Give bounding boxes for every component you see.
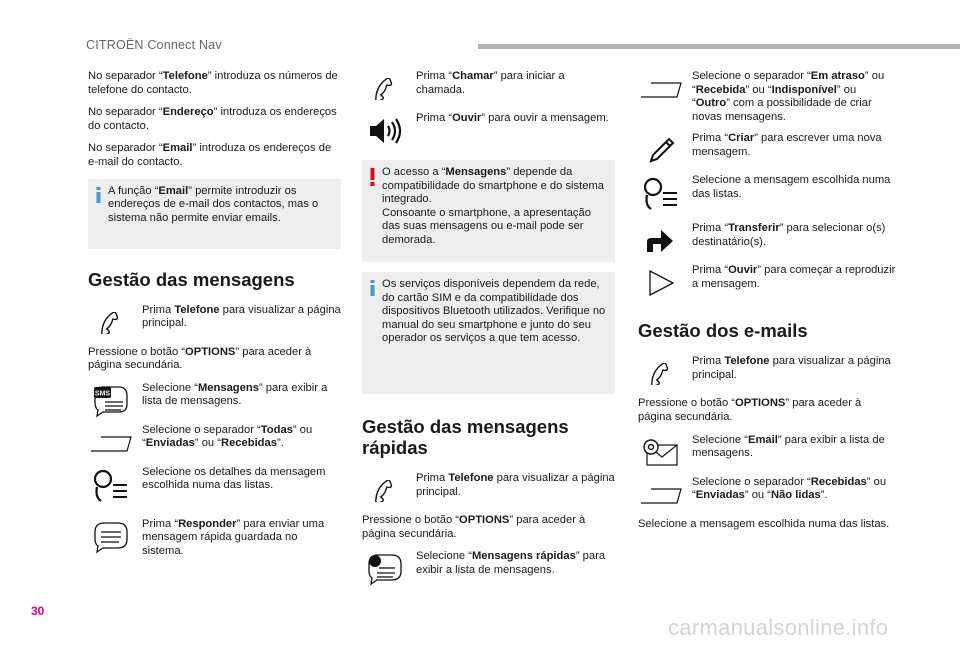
step-phone: Prima Telefone para visualizar a página principal. [362, 472, 615, 506]
watermark: carmanualsonline.info [668, 615, 889, 640]
step-quick-messages: Selecione “Mensagens rápidas” para exibir a lista de mensagens. [362, 550, 615, 584]
step-details: Selecione os detalhes da mensagem escolhida numa das listas. [88, 466, 341, 510]
step-voicemail-tabs: Selecione o separador “Em atraso” ou “Recebida” ou “Indisponível” ou “Outro” com a possibilidade de criar novas mensagens. [638, 70, 896, 124]
step-play: Prima “Ouvir” para começar a reproduzir a mensagem. [638, 264, 896, 298]
paragraph-options: Pressione o botão “OPTIONS” para aceder à página secundária. [362, 514, 586, 540]
phone-icon[interactable] [362, 70, 408, 108]
step-tabs: Selecione o separador “Todas” ou “Enviadas” ou “Recebidas”. [88, 424, 341, 458]
step-call: Prima “Chamar” para iniciar a chamada. [362, 70, 615, 104]
tab-icon[interactable] [638, 70, 684, 108]
phone-icon[interactable] [88, 304, 134, 342]
info-note-email: A função “Email” permite introduzir os endereços de e-mail dos contactos, mas o sistema não permite enviar emails. [88, 179, 341, 249]
details-list-icon[interactable] [88, 466, 134, 504]
heading-emails: Gestão dos e-mails [638, 320, 808, 342]
paragraph-options: Pressione o botão “OPTIONS” para aceder à página secundária. [88, 345, 312, 372]
step-messages: SMS Selecione “Mensagens” para exibir a lista de mensagens. [88, 382, 341, 416]
quick-message-icon[interactable] [362, 550, 408, 588]
transfer-icon[interactable] [638, 222, 684, 260]
running-header: CITROËN Connect Nav [86, 38, 222, 52]
details-list-icon[interactable] [638, 174, 684, 212]
sms-label: SMS [94, 390, 111, 398]
header-bar [478, 44, 960, 49]
paragraph-select-email: Selecione a mensagem escolhida numa das listas. [638, 517, 890, 530]
step-listen: Prima “Ouvir” para ouvir a mensagem. [362, 112, 615, 146]
step-email-tabs: Selecione o separador “Recebidas” ou “Enviadas” ou “Não lidas”. [638, 476, 896, 510]
email-envelope-icon[interactable] [638, 434, 684, 472]
heading-messages: Gestão das mensagens [88, 268, 295, 290]
warning-note-messages: O acesso a “Mensagens” depende da compatibilidade do smartphone e do sistema integrado. Consoante o smartphone, a apresentação das suas mensagens ou e-mail pode ser demorada. [362, 160, 615, 262]
pencil-icon[interactable] [638, 132, 684, 170]
sms-list-icon[interactable] [88, 382, 134, 420]
column-2 [362, 70, 615, 592]
paragraph-phone-tab: No separador “Telefone” introduza os números de telefone do contacto. [88, 70, 338, 96]
info-note-services: Os serviços disponíveis dependem da rede, do cartão SIM e da compatibilidade dos dispositivos Bluetooth utilizados. Verifique no manual do seu smartphone e junto do seu operador os serviços a que tem acesso. [362, 272, 615, 394]
paragraph-address-tab: No separador “Endereço” introduza os endereços do contacto. [88, 106, 337, 132]
paragraph-options: Pressione o botão “OPTIONS” para aceder à página secundária. [638, 397, 862, 423]
column-3 [638, 70, 896, 540]
step-create: Prima “Criar” para escrever uma nova mensagem. [638, 132, 896, 166]
info-icon [96, 187, 101, 203]
step-phone: Prima Telefone para visualizar a página principal. [88, 304, 341, 338]
paragraph-email-tab: No separador “Email” introduza os endereços de e-mail do contacto. [88, 142, 332, 168]
reply-message-icon[interactable] [88, 518, 134, 556]
heading-quick-messages: Gestão das mensagens rápidas [362, 416, 569, 458]
tab-icon[interactable] [638, 476, 684, 514]
step-select-message: Selecione a mensagem escolhida numa das listas. [638, 174, 896, 214]
step-phone: Prima Telefone para visualizar a página principal. [638, 355, 896, 389]
play-icon[interactable] [638, 264, 684, 302]
tab-icon[interactable] [88, 424, 134, 462]
speaker-icon[interactable] [362, 112, 408, 150]
step-reply: Prima “Responder” para enviar uma mensagem rápida guardada no sistema. [88, 518, 341, 559]
warning-icon [370, 168, 375, 186]
step-email: Selecione “Email” para exibir a lista de mensagens. [638, 434, 896, 468]
info-icon [370, 280, 375, 296]
phone-icon[interactable] [638, 355, 684, 393]
step-transfer: Prima “Transferir” para selecionar o(s) destinatário(s). [638, 222, 896, 256]
column-1 [88, 70, 341, 567]
phone-icon[interactable] [362, 472, 408, 510]
page-number: 30 [31, 604, 45, 618]
